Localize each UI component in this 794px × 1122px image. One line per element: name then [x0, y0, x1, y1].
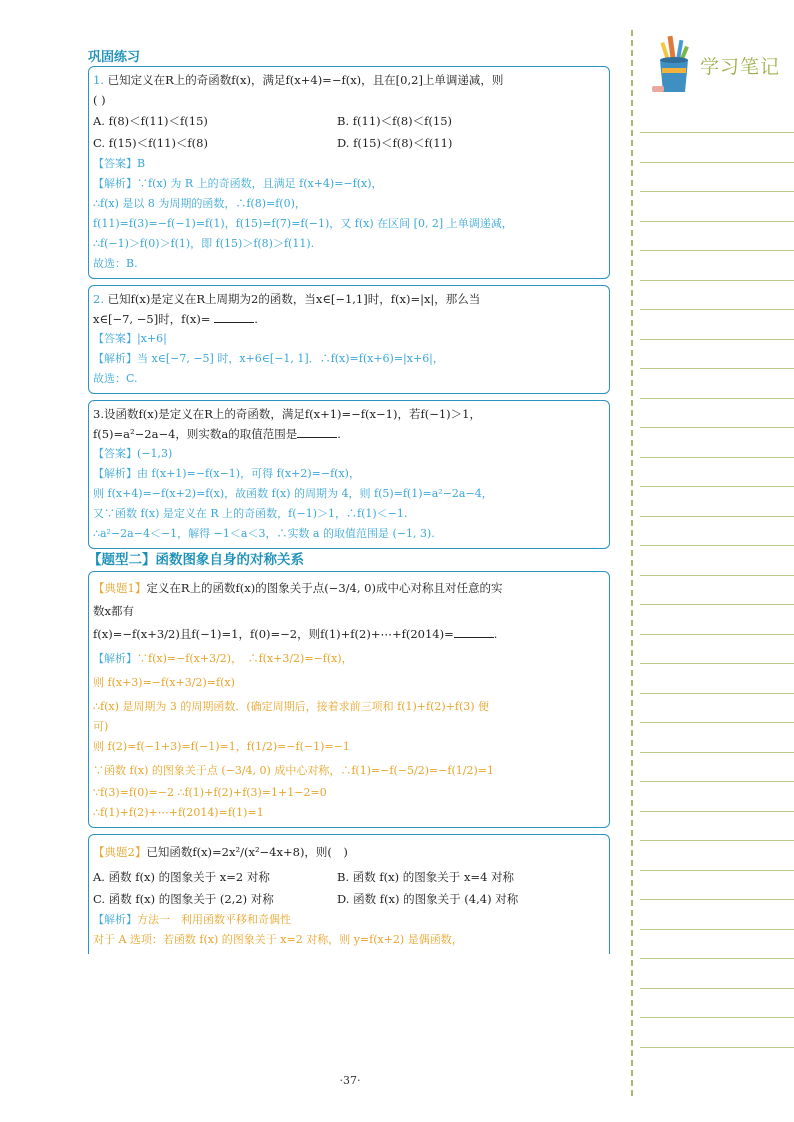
notes-ruled-line [640, 221, 794, 222]
q3-analysis-line-2: 则 f(x+4)=−f(x+2)=f(x)，故函数 f(x) 的周期为 4，则 f(5)=f(1)=a²−2a−4， [93, 487, 493, 500]
ex1-analysis-line-5: 则 f(2)=f(−1+3)=f(−1)=1，f(1/2)=−f(−1)=−1 [93, 740, 350, 753]
q1-option-a: A. f(8)＜f(11)＜f(15) [93, 114, 208, 128]
notes-ruled-line [640, 929, 794, 930]
q1-answer-value: B [137, 157, 146, 170]
answer-tag: 【答案】 [93, 447, 137, 460]
q2-number: 2. [93, 292, 104, 306]
notes-ruled-line [640, 545, 794, 546]
ex1-line-1 [93, 575, 603, 601]
analysis-tag: 【解析】 [93, 177, 137, 190]
ex1-text: 定义在R上的函数f(x)的图象关于点(−3/4, 0)成中心对称且对任意的实 [146, 581, 503, 595]
notes-ruled-line [640, 988, 794, 989]
page-number: ·37· [339, 1074, 361, 1087]
q2-line-2: x∈[−7, −5]时，f(x)= . [93, 312, 258, 326]
ex2-analysis-line-2: 对于 A 选项：若函数 f(x) 的图象关于 x=2 对称，则 y=f(x+2) 是偶函数， [93, 933, 463, 946]
ex2-option-c: C. 函数 f(x) 的图象关于 (2,2) 对称 [93, 892, 274, 906]
q2-line-1 [93, 289, 603, 309]
notes-title: 学习笔记 [700, 56, 781, 78]
notes-ruled-line [640, 781, 794, 782]
notes-divider [631, 30, 633, 1096]
example-1-box [88, 571, 610, 828]
q2-text: 已知f(x)是定义在R上周期为2的函数，当x∈[−1,1]时，f(x)=|x|，那么当 [107, 292, 481, 306]
ex2-option-a: A. 函数 f(x) 的图象关于 x=2 对称 [93, 870, 270, 884]
q1-analysis-line-4: ∴f(−1)＞f(0)＞f(1)，即 f(15)＞f(8)＞f(11). [93, 237, 315, 250]
q3-answer-value: (−1,3) [137, 447, 173, 460]
ex1-line-3: f(x)=−f(x+3/2)且f(−1)=1，f(0)=−2，则f(1)+f(2)+⋯+f(2014)= . [93, 627, 498, 641]
notes-ruled-line [640, 309, 794, 310]
ex1-analysis-line-8: ∴f(1)+f(2)+⋯+f(2014)=f(1)=1 [93, 806, 264, 819]
ex1-analysis-line-2: 则 f(x+3)=−f(x+3/2)=f(x) [93, 676, 235, 689]
question-2-box [88, 285, 610, 394]
notes-ruled-line [640, 132, 794, 133]
q1-option-c: C. f(15)＜f(11)＜f(8) [93, 136, 208, 150]
notes-ruled-line [640, 811, 794, 812]
ex2-options-row-1 [93, 866, 603, 888]
q1-option-b: B. f(11)＜f(8)＜f(15) [337, 114, 453, 128]
ex1-analysis-line-4: 可) [93, 720, 109, 733]
notes-ruled-line [640, 693, 794, 694]
q2-text-2: x∈[−7, −5]时，f(x)= [93, 312, 211, 326]
ex2-option-d: D. 函数 f(x) 的图象关于 (4,4) 对称 [337, 892, 519, 906]
q1-paren: ( ) [93, 93, 106, 107]
notes-ruled-line [640, 634, 794, 635]
q1-text: 已知定义在R上的奇函数f(x)，满足f(x+4)=−f(x)，且在[0,2]上单调递减，则 [107, 73, 504, 87]
notes-ruled-line [640, 899, 794, 900]
notes-ruled-line [640, 191, 794, 192]
q3-line-2: f(5)=a²−2a−4，则实数a的取值范围是 . [93, 427, 341, 441]
notes-ruled-line [640, 840, 794, 841]
ex2-options-row-2 [93, 888, 603, 910]
notes-ruled-line [640, 604, 794, 605]
q1-number: 1. [93, 73, 104, 87]
notes-ruled-line [640, 752, 794, 753]
ex2-line-1 [93, 838, 603, 866]
q2-analysis-line-1 [93, 349, 603, 369]
answer-tag: 【答案】 [93, 332, 137, 345]
section-heading-2: 【题型二】函数图象自身的对称关系 [88, 552, 304, 568]
q3-analysis-line-1 [93, 464, 603, 484]
ex1-blank [454, 625, 494, 638]
q3-text-2: f(5)=a²−2a−4，则实数a的取值范围是 [93, 427, 298, 441]
ex2-tag: 【典题2】 [93, 845, 147, 859]
q3-text: 设函数f(x)是定义在R上的奇函数，满足f(x+1)=−f(x−1)，若f(−1)＞1， [103, 407, 481, 421]
q3-number: 3. [93, 407, 104, 421]
q2-analysis-line-2: 故选：C. [93, 372, 138, 385]
ex1-analysis-line-6: ∵函数 f(x) 的图象关于点 (−3/4, 0) 成中心对称，∴f(1)=−f(−5/2)=−f(1/2)=1 [93, 764, 495, 777]
answer-tag: 【答案】 [93, 157, 137, 170]
question-3-box [88, 400, 610, 549]
ex1-analysis-line-1 [93, 647, 603, 671]
ex1-tag: 【典题1】 [93, 581, 147, 595]
notes-ruled-line [640, 427, 794, 428]
notes-ruled-line [640, 516, 794, 517]
ex2-option-b: B. 函数 f(x) 的图象关于 x=4 对称 [337, 870, 515, 884]
q1-options-row-1 [93, 110, 603, 132]
notes-ruled-line [640, 575, 794, 576]
q2-analysis-text: 当 x∈[−7, −5] 时，x+6∈[−1, 1]．∴f(x)=f(x+6)=|x+6|， [137, 352, 444, 365]
q2-blank [214, 310, 254, 323]
notes-ruled-line [640, 1017, 794, 1018]
q3-analysis-line-3: 又∵函数 f(x) 是定义在 R 上的奇函数，f(−1)＞1，∴f(1)＜−1. [93, 507, 408, 520]
analysis-tag: 【解析】 [93, 352, 137, 365]
q1-analysis-line-5: 故选：B. [93, 257, 138, 270]
q1-analysis-line-3: f(11)=f(3)=−f(−1)=f(1)，f(15)=f(7)=f(−1)，又 f(x) 在区间 [0, 2] 上单调递减， [93, 217, 513, 230]
ex1-analysis-text: ∵f(x)=−f(x+3/2)， ∴f(x+3/2)=−f(x)， [137, 652, 353, 665]
q3-analysis-text: 由 f(x+1)=−f(x−1)，可得 f(x+2)=−f(x)， [137, 467, 360, 480]
notes-ruled-line [640, 162, 794, 163]
notes-ruled-line [640, 486, 794, 487]
analysis-tag: 【解析】 [93, 467, 137, 480]
notes-ruled-line [640, 339, 794, 340]
notes-ruled-line [640, 280, 794, 281]
q1-options-row-2 [93, 132, 603, 154]
notes-ruled-line [640, 398, 794, 399]
notes-ruled-line [640, 250, 794, 251]
ex1-text-3: f(x)=−f(x+3/2)且f(−1)=1，f(0)=−2，则f(1)+f(2)+⋯+f(2014)= [93, 627, 454, 641]
q2-answer [93, 329, 603, 349]
notes-ruled-line [640, 457, 794, 458]
analysis-tag: 【解析】 [93, 913, 137, 926]
q3-answer [93, 444, 603, 464]
q1-stem [93, 70, 603, 90]
notes-ruled-line [640, 1047, 794, 1048]
q2-answer-value: |x+6| [137, 332, 167, 345]
ex2-analysis-text: 方法一 利用函数平移和奇偶性 [137, 913, 291, 926]
q3-line-1 [93, 404, 603, 424]
notes-ruled-line [640, 958, 794, 959]
question-1-box [88, 66, 610, 279]
q1-analysis-line-2: ∴f(x) 是以 8 为周期的函数，∴f(8)=f(0)， [93, 197, 306, 210]
q1-analysis-line-1 [93, 174, 603, 194]
ex2-text: 已知函数f(x)=2x²/(x²−4x+8)，则( ) [146, 845, 348, 859]
notes-ruled-line [640, 722, 794, 723]
q1-analysis-text: ∵f(x) 为 R 上的奇函数，且满足 f(x+4)=−f(x)， [137, 177, 383, 190]
ex1-analysis-line-3: ∴f(x) 是周期为 3 的周期函数．(确定周期后，接着求前三项和 f(1)+f(2)+f(3) 便 [93, 700, 490, 713]
ex1-line-2: 数x都有 [93, 604, 134, 618]
main-column [88, 50, 610, 954]
q3-analysis-line-4: ∴a²−2a−4＜−1，解得 −1＜a＜3，∴实数 a 的取值范围是 (−1, 3). [93, 527, 435, 540]
section-title: 巩固练习 [88, 50, 141, 65]
ex2-analysis-line-1 [93, 910, 603, 930]
analysis-tag: 【解析】 [93, 652, 137, 665]
pencil-cup-icon [648, 34, 698, 96]
ex1-analysis-line-7: ∵f(3)=f(0)=−2 ∴f(1)+f(2)+f(3)=1+1−2=0 [93, 786, 327, 799]
q3-blank [297, 425, 337, 438]
q1-option-d: D. f(15)＜f(8)＜f(11) [337, 136, 453, 150]
example-2-box [88, 834, 610, 954]
notes-ruled-line [640, 870, 794, 871]
notes-ruled-line [640, 368, 794, 369]
q1-answer [93, 154, 603, 174]
notes-ruled-line [640, 663, 794, 664]
